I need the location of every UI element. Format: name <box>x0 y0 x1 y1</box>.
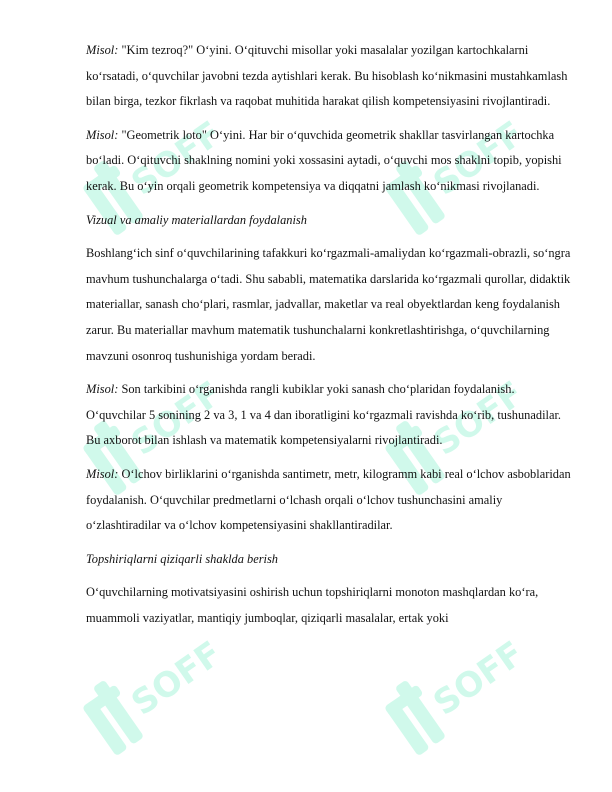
svg-text:SOFF: SOFF <box>426 373 532 464</box>
svg-text:SOFF: SOFF <box>426 633 532 724</box>
example-paragraph <box>86 377 576 454</box>
paragraph-text: Son tarkibini o‘rganishda rangli kubiklar yoki sanash cho‘plaridan foydalanish. O‘quvchilar 5 sonining 2 va 3, 1 va 4 dan iboratligini ko‘rgazmali ravishda ko‘rib, tushunadilar. Bu axborot bilan ishlash va matematik kompetensiyalarni rivojlantiradi. <box>86 382 561 448</box>
example-label: Misol: <box>86 43 119 57</box>
paragraph-text: "Geometrik loto" O‘yini. Har bir o‘quvchida geometrik shakllar tasvirlangan kartochka bo‘ladi. O‘qituvchi shaklning nomini yoki xossasini aytadi, o‘quvchi mos shaklni topib, yopishi kerak. Bu o‘yin orqali geometrik kompetensiya va diqqatni jamlash ko‘nikmasi rivojlanadi. <box>86 127 562 193</box>
example-label: Misol: <box>86 466 119 481</box>
svg-text:SOFF: SOFF <box>124 633 230 724</box>
body-paragraph: O‘quvchilarning motivatsiyasini oshirish uchun topshiriqlarni monoton mashqlardan ko‘ra, muammoli vaziyatlar, mantiqiy jumboqlar, qiziqarli masalalar, ertak yoki <box>86 585 539 625</box>
document-body <box>86 38 576 639</box>
svg-text:SOFF: SOFF <box>124 113 230 204</box>
svg-text:SOFF: SOFF <box>124 373 230 464</box>
body-paragraph: Boshlang‘ich sinf o‘quvchilarining tafakkuri ko‘rgazmali-amaliydan ko‘rgazmali-obrazli, so‘ngra mavhum tushunchalarga o‘tadi. Shu sababli, matematika darslarida ko‘rgazmali qurollar, didaktik materiallar, sanash cho‘plari, rasmlar, jadvallar, maketlar va real obyektlardan keng foydalanish zarur. Bu materiallar mavhum matematik tushunchalarni konkretlashtirishga, o‘quvchilarning mavzuni osonroq tushunishiga yordam beradi. <box>86 246 571 363</box>
watermark-logo-icon <box>78 633 230 750</box>
example-paragraph <box>86 38 576 115</box>
example-paragraph <box>86 462 576 539</box>
watermark-logo-icon <box>380 633 532 750</box>
example-label: Misol: <box>86 127 119 142</box>
example-label: Misol: <box>86 382 119 397</box>
paragraph-text: O‘lchov birliklarini o‘rganishda santimetr, metr, kilogramm kabi real o‘lchov asboblaridan foydalanish. O‘quvchilar predmetlarni o‘lchash orqali o‘lchov tushunchasini amaliy o‘zlashtiradilar va o‘lchov kompetensiyasini shakllantiradilar. <box>86 466 571 533</box>
paragraph-text: "Kim tezroq?" O‘yini. O‘qituvchi misollar yoki masalalar yozilgan kartochkalarni ko‘rsatadi, o‘quvchilar javobni tezda aytishlari kerak. Bu hisoblash ko‘nikmasini mustahkamlash bilan birga, tezkor fikrlash va raqobat muhitida harakat qilish kompetensiyasini rivojlantiradi. <box>86 43 568 109</box>
section-heading: Vizual va amaliy materiallardan foydalanish <box>86 212 307 227</box>
section-heading: Topshiriqlarni qiziqarli shaklda berish <box>86 551 278 566</box>
svg-text:SOFF: SOFF <box>426 113 532 204</box>
example-paragraph <box>86 123 576 200</box>
